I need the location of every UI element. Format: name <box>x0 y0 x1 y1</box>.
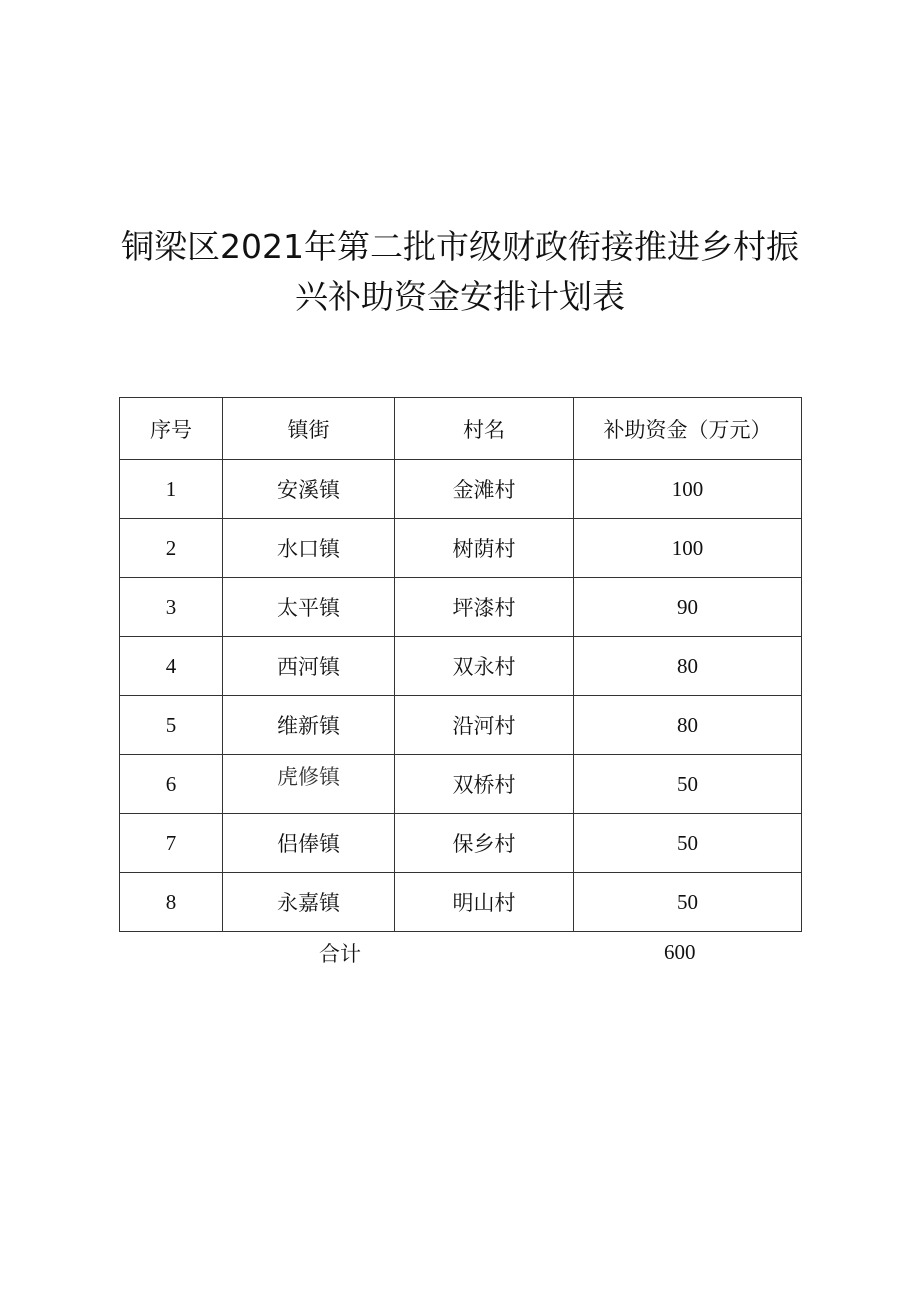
cell-no: 8 <box>120 873 223 932</box>
cell-town: 水口镇 <box>223 519 395 578</box>
header-town: 镇街 <box>223 398 395 460</box>
cell-amount: 80 <box>574 696 802 755</box>
title-line-1: 铜梁区2021年第二批市级财政衔接推进乡村振 <box>121 227 799 266</box>
table-row <box>120 873 802 932</box>
cell-town-text: 虎修镇 <box>277 765 340 789</box>
cell-village: 双桥村 <box>395 755 574 814</box>
cell-no: 7 <box>120 814 223 873</box>
table-row <box>120 460 802 519</box>
cell-village: 沿河村 <box>395 696 574 755</box>
table-row <box>120 696 802 755</box>
header-village: 村名 <box>395 398 574 460</box>
table-row <box>120 637 802 696</box>
cell-amount: 90 <box>574 578 802 637</box>
cell-no: 2 <box>120 519 223 578</box>
table-row <box>120 578 802 637</box>
cell-town: 西河镇 <box>223 637 395 696</box>
header-amount: 补助资金（万元） <box>574 398 802 460</box>
cell-village: 明山村 <box>395 873 574 932</box>
cell-no: 3 <box>120 578 223 637</box>
cell-village: 坪漆村 <box>395 578 574 637</box>
allocation-table <box>119 397 802 932</box>
cell-town: 安溪镇 <box>223 460 395 519</box>
cell-town: 侣俸镇 <box>223 814 395 873</box>
cell-village: 双永村 <box>395 637 574 696</box>
cell-amount: 50 <box>574 873 802 932</box>
cell-amount: 100 <box>574 460 802 519</box>
cell-no: 6 <box>120 755 223 814</box>
cell-amount: 80 <box>574 637 802 696</box>
cell-town: 维新镇 <box>223 696 395 755</box>
cell-town: 永嘉镇 <box>223 873 395 932</box>
cell-town: 太平镇 <box>223 578 395 637</box>
cell-amount: 50 <box>574 814 802 873</box>
total-value: 600 <box>664 940 696 964</box>
cell-no: 5 <box>120 696 223 755</box>
allocation-table-container <box>119 397 801 932</box>
document-title <box>0 222 920 322</box>
cell-village: 树荫村 <box>395 519 574 578</box>
title-line-2: 兴补助资金安排计划表 <box>295 277 625 316</box>
cell-amount: 100 <box>574 519 802 578</box>
cell-village: 保乡村 <box>395 814 574 873</box>
total-row <box>119 938 801 974</box>
table-row <box>120 519 802 578</box>
table-row <box>120 755 802 814</box>
cell-amount: 50 <box>574 755 802 814</box>
cell-no: 4 <box>120 637 223 696</box>
cell-no: 1 <box>120 460 223 519</box>
cell-town <box>223 755 395 814</box>
table-row <box>120 814 802 873</box>
table-header-row <box>120 398 802 460</box>
cell-village: 金滩村 <box>395 460 574 519</box>
total-label: 合计 <box>319 942 361 966</box>
header-no: 序号 <box>120 398 223 460</box>
